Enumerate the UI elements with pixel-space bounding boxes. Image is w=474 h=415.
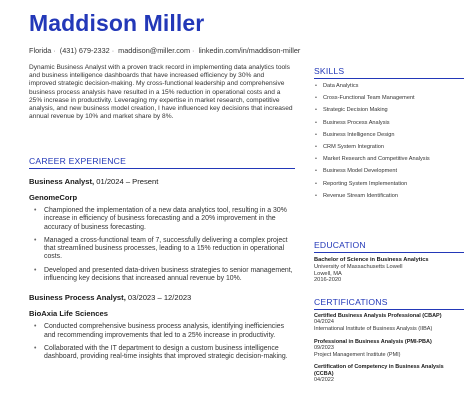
contact-line: Florida · (431) 679-2332 · maddison@miller.com · linkedin.com/in/maddison-miller bbox=[29, 46, 301, 55]
skill-item: • Business Process Analysis bbox=[314, 120, 464, 127]
cert-name: Certification of Competency in Business Analysis (CCBA) bbox=[314, 364, 444, 377]
cert-entry bbox=[314, 339, 464, 359]
degree: Bachelor of Science in Business Analytics bbox=[314, 257, 429, 263]
candidate-name: Maddison Miller bbox=[29, 10, 205, 36]
company-name: GenomeCorp bbox=[29, 193, 78, 202]
contact-location: Florida bbox=[29, 46, 52, 55]
contact-email[interactable]: maddison@miller.com bbox=[118, 46, 191, 55]
education-section bbox=[314, 240, 464, 284]
skill-item: • Reporting System Implementation bbox=[314, 181, 464, 188]
job-bullet: • Collaborated with the IT department to design a custom business intelligence dashboard, providing real-time insights that improved strategic decision-making. bbox=[33, 345, 295, 362]
job-bullet: • Developed and presented data-driven business strategies to senior management, influencing key decisions that increased annual revenue by 10%. bbox=[33, 267, 295, 284]
experience-heading: CAREER EXPERIENCE bbox=[29, 156, 126, 166]
job-title: Business Process Analyst bbox=[29, 293, 124, 303]
skill-item: • Revenue Stream Identification bbox=[314, 193, 464, 200]
job-entry bbox=[29, 293, 295, 361]
skill-item: • Market Research and Competitive Analysis bbox=[314, 156, 464, 163]
skills-list bbox=[314, 83, 464, 200]
job-dates: 03/2023 – 12/2023 bbox=[127, 293, 192, 303]
cert-date: 04/2024 bbox=[314, 319, 334, 326]
job-title: Business Analyst bbox=[29, 177, 93, 186]
cert-date: 09/2023 bbox=[314, 345, 334, 351]
skill-item: • Strategic Decision Making bbox=[314, 107, 464, 114]
cert-entry bbox=[314, 313, 464, 333]
cert-issuer: International Institute of Business Analysis (IIBA) bbox=[314, 326, 433, 332]
company-name: BioAxia Life Sciences bbox=[29, 309, 108, 319]
school-name: University of Massachusetts Lowell bbox=[314, 263, 403, 270]
skills-heading: SKILLS bbox=[314, 66, 345, 76]
skills-section bbox=[314, 66, 464, 205]
summary-paragraph: Dynamic Business Analyst with a proven track record in implementing data analytics tools and business intelligence dashboards that have increased efficiency by 30% and improved strategic decision-making. My cross-functional leadership and comprehensive business process analysis have resulted in a 15% reduction in operational costs and a 25% increase in productivity. Leveraging my expertise in market research, competitive analysis, and new business model creation, I have influenced key decisions that increased annual revenue by 10% and market share by 8%. bbox=[29, 64, 293, 121]
cert-date: 04/2022 bbox=[314, 377, 334, 383]
cert-entry bbox=[314, 364, 464, 383]
certifications-heading: CERTIFICATIONS bbox=[314, 297, 388, 307]
cert-name: Professional in Business Analysis (PMI-PBA) bbox=[314, 338, 432, 345]
job-entry bbox=[29, 177, 295, 283]
certifications-divider bbox=[314, 309, 464, 310]
certifications-section bbox=[314, 297, 464, 384]
skill-item: • Data Analytics bbox=[314, 83, 464, 90]
job-bullet: • Managed a cross-functional team of 7, successfully delivering a complex project that streamlined business processes, leading to a 15% reduction in operational costs. bbox=[33, 237, 295, 262]
school-location: Lowell, MA bbox=[314, 270, 342, 277]
cert-name: Certified Business Analysis Professional (CBAP) bbox=[314, 313, 442, 319]
experience-section bbox=[29, 156, 295, 367]
education-heading: EDUCATION bbox=[314, 240, 366, 250]
contact-phone: (431) 679-2332 bbox=[59, 46, 110, 55]
skill-item: • Cross-Functional Team Management bbox=[314, 95, 464, 102]
job-title-line: Business Process Analyst, 03/2023 – 12/2023 bbox=[29, 293, 192, 303]
job-title-line: Business Analyst, 01/2024 – Present bbox=[29, 177, 159, 186]
education-years: 2016-2020 bbox=[314, 277, 342, 284]
skill-item: • CRM System Integration bbox=[314, 144, 464, 151]
job-bullets bbox=[29, 323, 295, 361]
skill-item: • Business Intelligence Design bbox=[314, 132, 464, 139]
cert-issuer: Project Management Institute (PMI) bbox=[314, 351, 401, 358]
job-bullet: • Championed the implementation of a new data analytics tool, resulting in a 30% increase in efficiency of business forecasting and a 20% improvement in the accuracy of business forecasting. bbox=[33, 207, 295, 232]
skills-divider bbox=[314, 78, 464, 79]
job-bullets bbox=[29, 207, 295, 283]
job-bullet: • Conducted comprehensive business process analysis, identifying inefficiencies and recommending improvements that led to a 25% increase in productivity. bbox=[33, 323, 295, 340]
skill-item: • Business Model Development bbox=[314, 168, 464, 175]
experience-divider bbox=[29, 168, 295, 169]
education-divider bbox=[314, 252, 464, 253]
job-dates: 01/2024 – Present bbox=[96, 177, 159, 186]
contact-linkedin[interactable]: linkedin.com/in/maddison-miller bbox=[198, 46, 301, 55]
